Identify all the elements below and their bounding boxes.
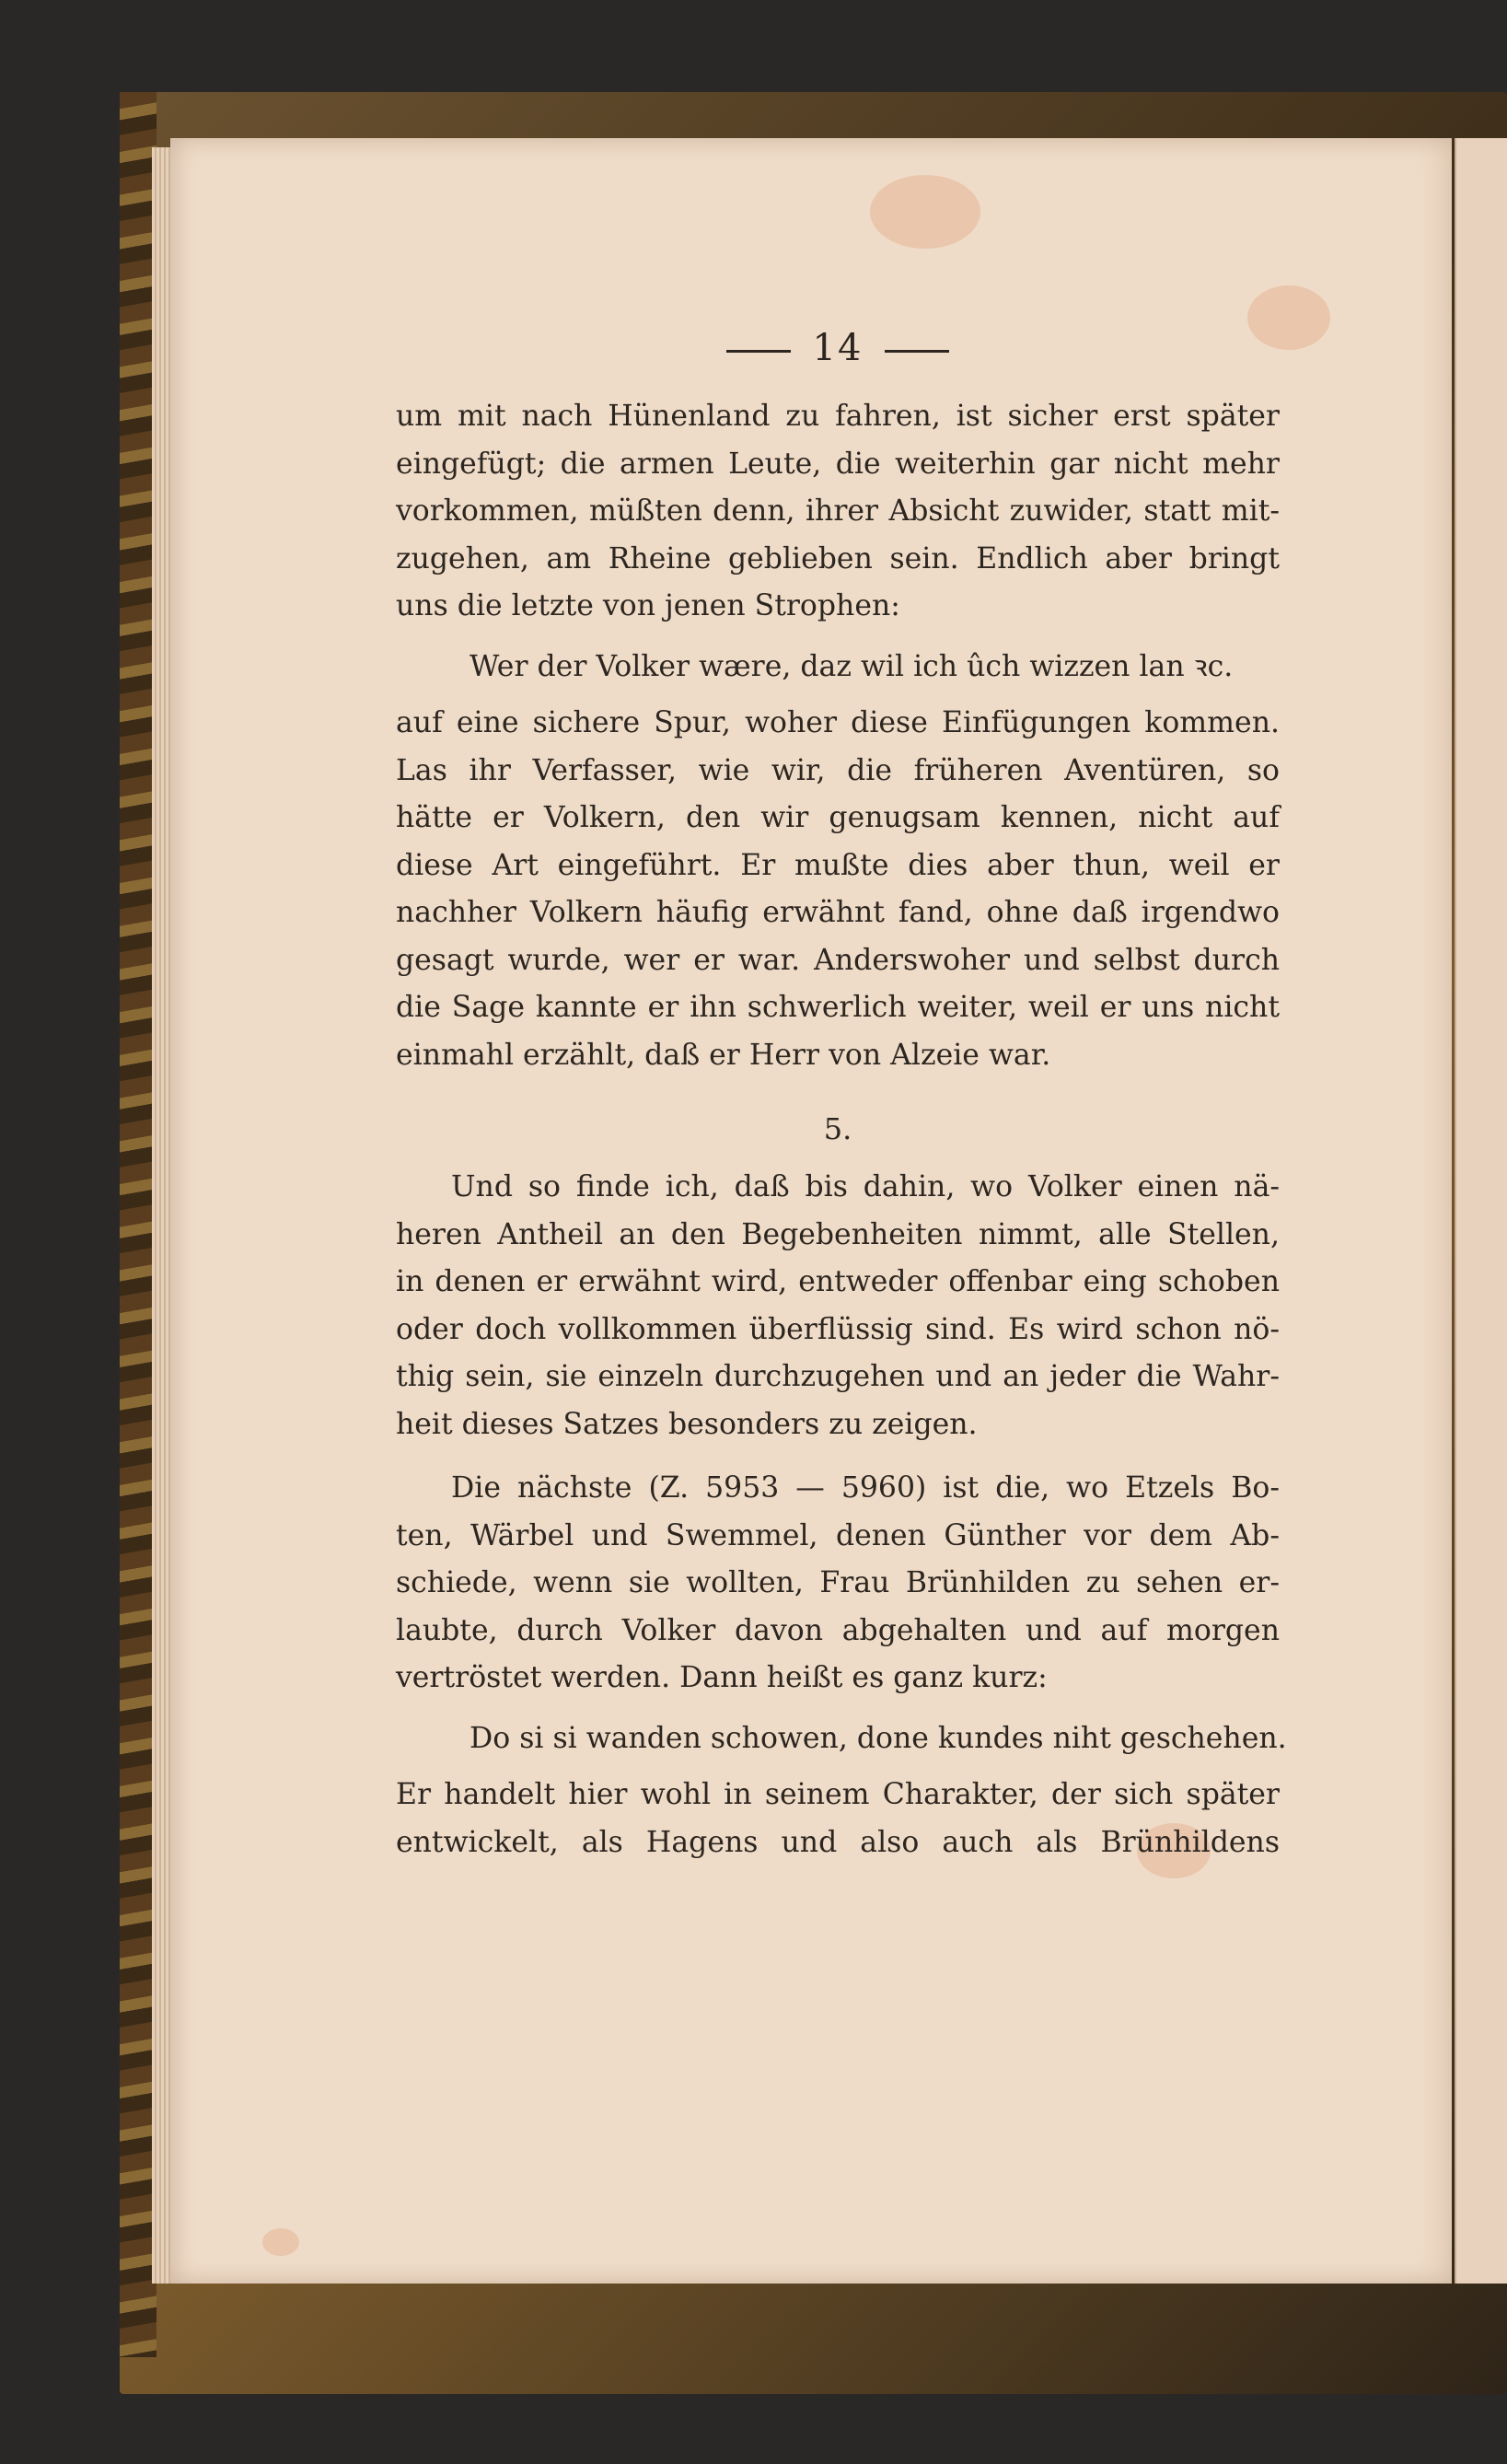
paragraph-3 xyxy=(396,1164,1280,1448)
text-line: ten, Wärbel und Swemmel, denen Günther vor dem Ab- xyxy=(396,1518,1280,1552)
text-line: die Sage kannte er ihn schwerlich weiter, weil er uns nicht xyxy=(396,991,1280,1024)
text-line: Und so finde ich, daß bis dahin, wo Volker einen nä- xyxy=(451,1170,1280,1203)
text-line: vorkommen, müßten denn, ihrer Absicht zuwider, statt mit- xyxy=(396,494,1280,528)
paragraph-2 xyxy=(396,700,1280,1079)
verse-quote: Wer der Volker wære, daz wil ich ûch wizzen lan ꝛc. xyxy=(469,649,1234,683)
text-line: um mit nach Hünenland zu fahren, ist sicher erst später xyxy=(396,400,1280,433)
paragraph-5 xyxy=(396,1772,1280,1866)
text-line: eingefügt; die armen Leute, die weiterhin gar nicht mehr xyxy=(396,447,1280,481)
foxing-spot xyxy=(870,175,980,249)
section-number: 5. xyxy=(823,1111,852,1146)
text-line: uns die letzte von jenen Strophen: xyxy=(396,589,900,622)
text-line: heren Antheil an den Begebenheiten nimmt, alle Stellen, xyxy=(396,1217,1280,1251)
text-line: in denen er erwähnt wird, entweder offenbar eing schoben xyxy=(396,1265,1280,1298)
foxing-spot xyxy=(262,2228,299,2256)
page-number-header xyxy=(396,327,1280,369)
text-line: Die nächste (Z. 5953 — 5960) ist die, wo Etzels Bo- xyxy=(451,1471,1280,1505)
text-line: zugehen, am Rheine geblieben sein. Endlich aber bringt xyxy=(396,541,1280,575)
text-line: vertröstet werden. Dann heißt es ganz kurz: xyxy=(396,1661,1048,1694)
text-line: gesagt wurde, wer er war. Anderswoher und selbst durch xyxy=(396,943,1280,977)
header-dash-left xyxy=(726,350,791,353)
marbled-binding-edge xyxy=(120,92,156,2357)
text-line: oder doch vollkommen überflüssig sind. Es wird schon nö- xyxy=(396,1312,1280,1346)
header-dash-right xyxy=(885,350,949,353)
text-line: schiede, wenn sie wollten, Frau Brünhilden zu sehen er- xyxy=(396,1566,1280,1599)
text-line: laubte, durch Volker davon abgehalten und auf morgen xyxy=(396,1613,1280,1647)
paragraph-1 xyxy=(396,393,1280,631)
page-number: 14 xyxy=(812,327,864,369)
text-line: hätte er Volkern, den wir genugsam kennen, nicht auf xyxy=(396,801,1280,834)
text-line: diese Art eingeführt. Er mußte dies aber thun, weil er xyxy=(396,848,1280,882)
page-text xyxy=(396,327,1287,1866)
text-line: heit dieses Satzes besonders zu zeigen. xyxy=(396,1407,978,1441)
verse-quote: Do si si wanden schowen, done kundes niht geschehen. xyxy=(469,1721,1287,1755)
text-line: entwickelt, als Hagens und also auch als Brünhildens xyxy=(396,1825,1280,1859)
text-line: thig sein, sie einzeln durchzugehen und an jeder die Wahr- xyxy=(396,1360,1280,1393)
text-line: nachher Volkern häufig erwähnt fand, ohne daß irgendwo xyxy=(396,896,1280,929)
facing-page-edge xyxy=(1455,138,1507,2284)
paragraph-4 xyxy=(396,1465,1280,1703)
text-line: Las ihr Verfasser, wie wir, die früheren Aventüren, so xyxy=(396,753,1280,787)
text-line: Er handelt hier wohl in seinem Charakter, der sich später xyxy=(396,1778,1280,1811)
text-line: auf eine sichere Spur, woher diese Einfügungen kommen. xyxy=(396,706,1280,739)
text-line: einmahl erzählt, daß er Herr von Alzeie war. xyxy=(396,1038,1051,1072)
